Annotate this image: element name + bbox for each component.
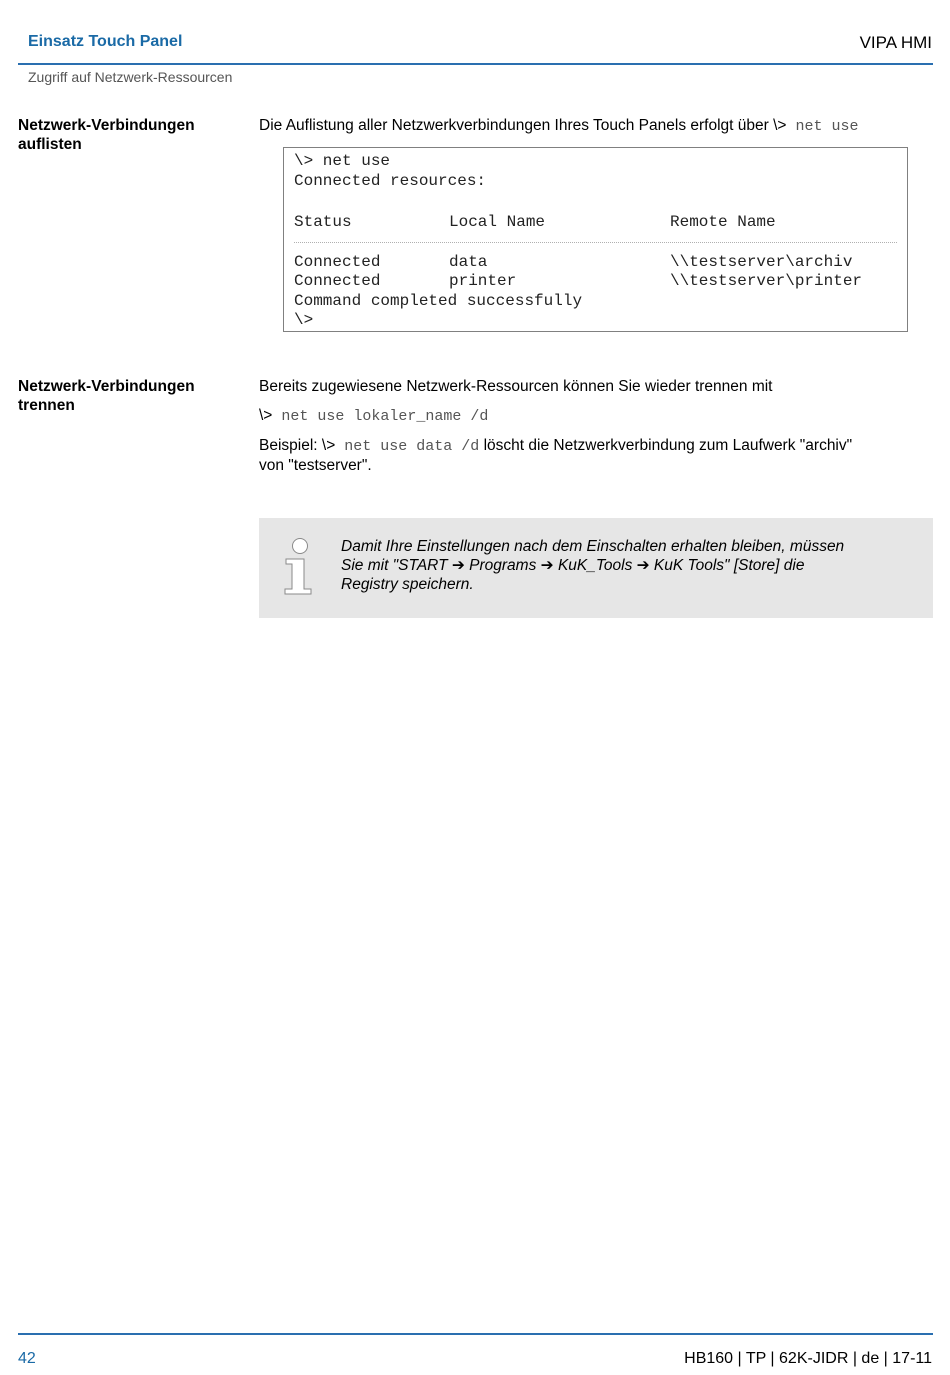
code-cell-local-name: data — [449, 253, 488, 271]
section2-heading-line2: trennen — [18, 397, 75, 414]
info-icon — [281, 537, 317, 597]
section1-intro-text: Die Auflistung aller Netzwerkverbindungen Ihres Touch Panels erfolgt über \> — [259, 117, 787, 134]
header-product-name: VIPA HMI — [859, 33, 932, 52]
code-table-row — [294, 272, 897, 292]
code-cell-remote-name: \\testserver\printer — [670, 272, 863, 290]
note-text-line1: Damit Ihre Einstellungen nach dem Einschalten erhalten bleiben, müssen — [341, 538, 845, 555]
header-subtitle: Zugriff auf Netzwerk-Ressourcen — [28, 69, 233, 85]
section2-example-text: löscht die Netzwerkverbindung zum Laufwerk "archiv" — [479, 437, 853, 454]
note-text-line3: Registry speichern. — [341, 576, 474, 593]
code-cell-remote-name: \\testserver\archiv — [670, 253, 853, 271]
section1-intro — [259, 116, 939, 137]
code-table-separator — [294, 242, 897, 243]
code-table-row — [294, 253, 897, 273]
document-reference: HB160 | TP | 62K-JIDR | de | 17-11 — [684, 1350, 932, 1367]
section2-example-command: net use data /d — [335, 438, 480, 455]
section2-example-line2: von "testserver". — [259, 457, 372, 474]
section2-intro: Bereits zugewiesene Netzwerk-Ressourcen können Sie wieder trennen mit — [259, 378, 773, 395]
code-output-box — [283, 147, 908, 332]
code-line-connected-resources: Connected resources: — [294, 172, 487, 190]
code-cell-status: Connected — [294, 253, 381, 271]
header-section-title: Einsatz Touch Panel — [28, 33, 183, 50]
section2-example — [259, 436, 939, 457]
note-text-line2: Sie mit "START ➔ Programs ➔ KuK_Tools ➔ KuK Tools" [Store] die — [341, 557, 805, 574]
section2-command-line — [259, 406, 929, 427]
footer-divider — [18, 1333, 933, 1335]
section2-command: net use lokaler_name /d — [272, 408, 489, 425]
code-header-remote-name: Remote Name — [670, 213, 776, 231]
code-line-completed: Command completed successfully — [294, 292, 583, 310]
section2-heading-line1: Netzwerk-Verbindungen — [18, 378, 195, 395]
section2-heading — [18, 377, 248, 415]
code-cell-status: Connected — [294, 272, 381, 290]
code-line-command: \> net use — [294, 152, 391, 170]
note-text — [341, 537, 916, 594]
section1-intro-command: net use — [786, 118, 859, 135]
section1-heading-line2: auflisten — [18, 136, 82, 153]
section2-example-prefix: Beispiel: \> — [259, 437, 336, 454]
code-cell-local-name: printer — [449, 272, 517, 290]
code-line-prompt: \> — [294, 311, 314, 329]
section2-command-prompt: \> — [259, 407, 273, 424]
section1-heading — [18, 116, 248, 154]
code-header-local-name: Local Name — [449, 213, 546, 231]
page-number: 42 — [18, 1350, 36, 1367]
header-divider — [18, 63, 933, 65]
section1-heading-line1: Netzwerk-Verbindungen — [18, 117, 195, 134]
code-header-status: Status — [294, 213, 352, 231]
note-box — [259, 518, 933, 618]
code-table-header — [294, 213, 897, 233]
